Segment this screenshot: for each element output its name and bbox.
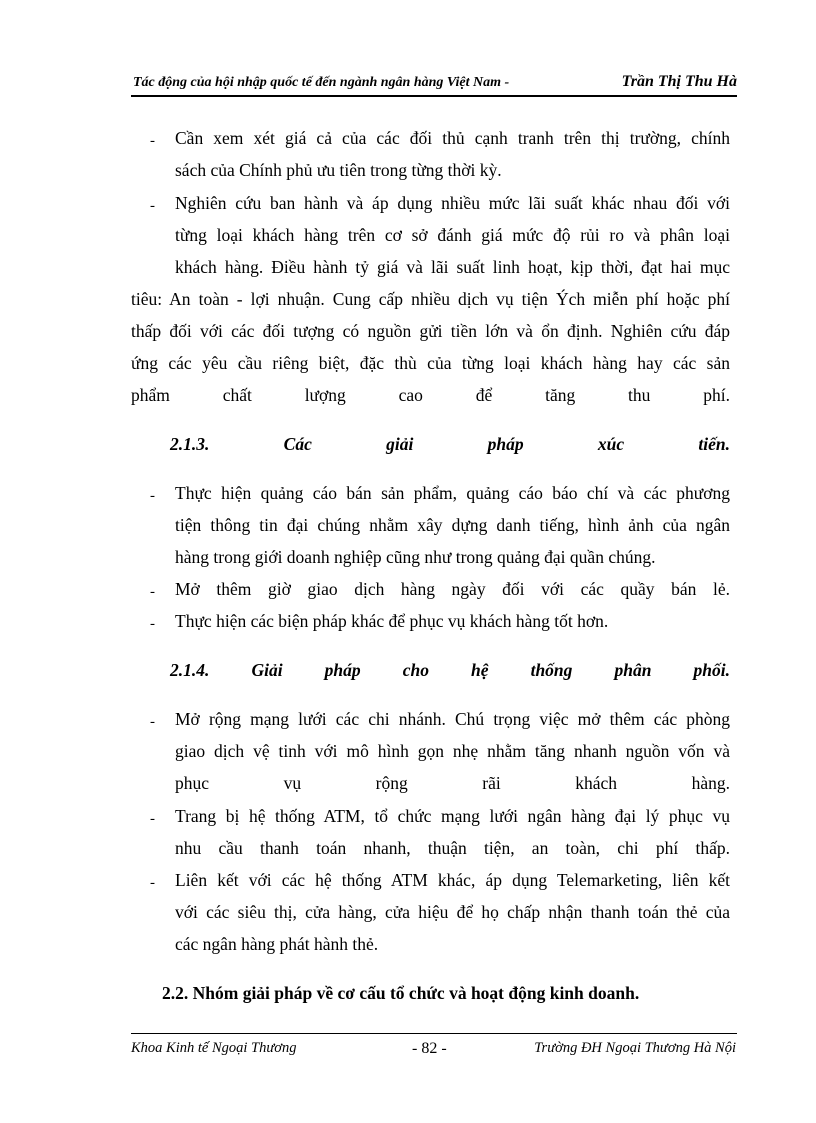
bullet-marker: - <box>150 714 155 730</box>
bullet-marker: - <box>150 811 155 827</box>
body-line: thấp đối với các đối tượng có nguồn gửi tiền lớn và ổn định. Nghiên cứu đáp <box>131 321 730 341</box>
header-divider <box>131 95 737 97</box>
bullet-marker: - <box>150 198 155 214</box>
body-line: với các siêu thị, cửa hàng, cửa hiệu để họ chấp nhận thanh toán thẻ của <box>175 902 730 922</box>
bullet-marker: - <box>150 488 155 504</box>
section-heading-2-1-4: 2.1.4. Giải pháp cho hệ thống phân phối. <box>170 660 730 680</box>
body-line: ứng các yêu cầu riêng biệt, đặc thù của từng loại khách hàng hay các sản <box>131 353 730 373</box>
body-line: Cần xem xét giá cả của các đối thủ cạnh tranh trên thị trường, chính <box>175 128 730 148</box>
section-heading-2-1-3: 2.1.3. Các giải pháp xúc tiến. <box>170 434 730 454</box>
bullet-marker: - <box>150 616 155 632</box>
body-line: giao dịch vệ tinh với mô hình gọn nhẹ nhằm tăng nhanh nguồn vốn và <box>175 741 730 761</box>
page-number: - 82 - <box>412 1040 447 1057</box>
body-line: phẩm chất lượng cao để tăng thu phí. <box>131 385 730 405</box>
body-line: nhu cầu thanh toán nhanh, thuận tiện, an toàn, chi phí thấp. <box>175 838 730 858</box>
bullet-marker: - <box>150 133 155 149</box>
body-line: Thực hiện quảng cáo bán sản phẩm, quảng cáo báo chí và các phương <box>175 483 730 503</box>
body-line: Thực hiện các biện pháp khác để phục vụ khách hàng tốt hơn. <box>175 611 609 631</box>
footer-university: Trường ĐH Ngoại Thương Hà Nội <box>534 1040 736 1056</box>
body-line: phục vụ rộng rãi khách hàng. <box>175 773 730 793</box>
body-line: khách hàng. Điều hành tỷ giá và lãi suất linh hoạt, kịp thời, đạt hai mục <box>175 257 730 277</box>
body-line: các ngân hàng phát hành thẻ. <box>175 934 379 954</box>
body-line: tiêu: An toàn - lợi nhuận. Cung cấp nhiều dịch vụ tiện Ých miễn phí hoặc phí <box>131 289 730 309</box>
section-heading-2-2: 2.2. Nhóm giải pháp về cơ cấu tổ chức và hoạt động kinh doanh. <box>162 983 640 1003</box>
header-title: Tác động của hội nhập quốc tế đến ngành ngân hàng Việt Nam - <box>133 75 510 90</box>
bullet-marker: - <box>150 584 155 600</box>
body-line: Trang bị hệ thống ATM, tổ chức mạng lưới ngân hàng đại lý phục vụ <box>175 806 730 826</box>
body-line: sách của Chính phủ ưu tiên trong từng thời kỳ. <box>175 160 502 180</box>
body-line: Mở rộng mạng lưới các chi nhánh. Chú trọng việc mở thêm các phòng <box>175 709 730 729</box>
body-line: Liên kết với các hệ thống ATM khác, áp dụng Telemarketing, liên kết <box>175 870 730 890</box>
bullet-marker: - <box>150 875 155 891</box>
body-line: Nghiên cứu ban hành và áp dụng nhiều mức lãi suất khác nhau đối với <box>175 193 730 213</box>
body-line: từng loại khách hàng trên cơ sở đánh giá mức độ rủi ro và phân loại <box>175 225 730 245</box>
footer-faculty: Khoa Kinh tế Ngoại Thương <box>131 1040 297 1056</box>
body-line: Mở thêm giờ giao dịch hàng ngày đối với các quầy bán lẻ. <box>175 579 730 599</box>
page-header <box>131 72 737 94</box>
footer-divider <box>131 1033 737 1034</box>
header-author: Trần Thị Thu Hà <box>621 73 737 90</box>
body-line: hàng trong giới doanh nghiệp cũng như trong quảng đại quần chúng. <box>175 547 656 567</box>
body-line: tiện thông tin đại chúng nhằm xây dựng danh tiếng, hình ảnh của ngân <box>175 515 730 535</box>
